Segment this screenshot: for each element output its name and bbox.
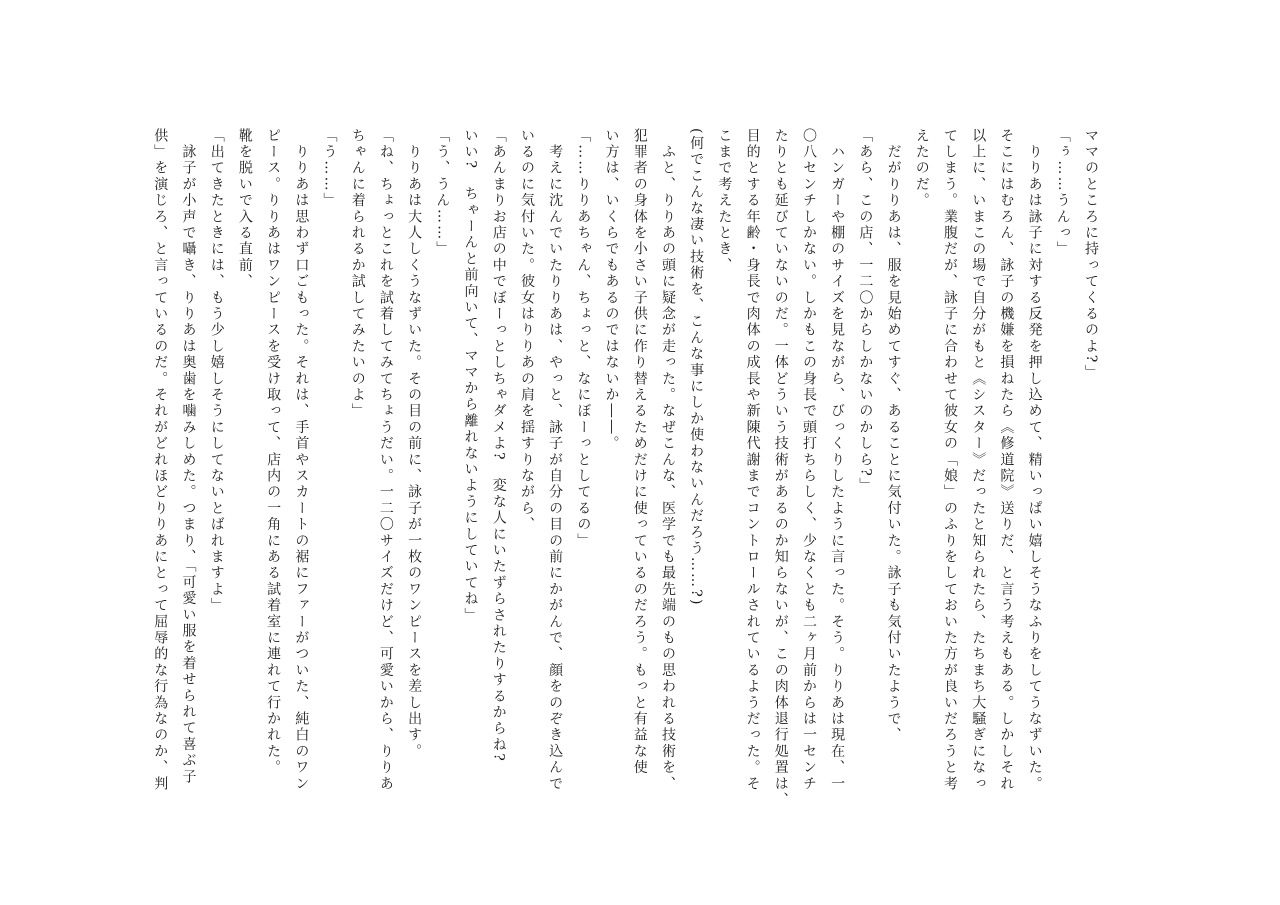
text-line: こまで考えたとき、: [716, 128, 733, 274]
text-line: 「出てきたときには、もう少し嬉しそうにしてないとばれますよ」: [208, 128, 225, 614]
text-line: 詠子が小声で囁き、りりあは奥歯を噛みしめた。つまり、「可愛い服を着せられて喜ぶ子: [180, 128, 197, 786]
text-line: 「う……」: [321, 128, 338, 209]
text-line: いい? ちゃーんと前向いて、ママから離れないようにしていてね」: [462, 128, 479, 624]
text-line: ママのところに持ってくるのよ?」: [1083, 128, 1099, 381]
text-line: ふと、りりあの頭に疑念が走った。なぜこんな、医学でも最先端のもの思われる技術を、: [659, 128, 676, 793]
text-line: ハンガーや棚のサイズを見ながら、びっくりしたように言った。そう。りりあは現在、一: [829, 128, 846, 793]
text-line: だがりりあは、服を見始めてすぐ、あることに気付いた。詠子も気付いたようで、: [885, 128, 902, 744]
text-line: りりあは思わず口ごもった。それは、手首やスカートの裾にファーがついた、純白のワン: [293, 128, 310, 793]
text-line: ちゃんに着られるか試してみたいのよ」: [349, 128, 366, 420]
text-line: 考えに沈んでいたりりあは、やっと、詠子が自分の目の前にかがんで、顔をのぞき込んで: [547, 128, 564, 793]
text-line: 「ね、ちょっとこれを試着してみてちょうだい。一二〇サイズだけど、可愛いから、りりあ: [377, 128, 394, 793]
text-line: 目的とする年齢・身長で肉体の成長や新陳代謝までコントロールされているようだった。そ: [744, 128, 761, 793]
text-line: ピース。りりあはワンピースを受け取って、店内の一角にある試着室に連れて行かれた。: [265, 128, 282, 776]
text-line: (何でこんな凄い技術を、こんな事にしか使わないんだろう……?): [688, 128, 705, 607]
text-line: りりあは大人しくうなずいた。その目の前に、詠子が一枚のワンピースを差し出す。: [406, 128, 423, 760]
text-line: 「う、うん……」: [434, 128, 451, 258]
text-line: りりあは詠子に対する反発を押し込めて、精いっぱい嬉しそうなふりをしてうなずいた。: [1026, 128, 1043, 793]
vertical-text-body: [140, 128, 1105, 828]
text-line: 以上に、いまこの場で自分がもと《シスター》だったと知られたら、たちまち大騒ぎになっ: [970, 128, 987, 793]
text-line: 「ぅ……うんっ」: [1054, 128, 1071, 258]
text-line: てしまう。業腹だが、詠子に合わせて彼女の「娘」のふりをしておいた方が良いだろうと考: [941, 128, 958, 793]
text-line: 〇八センチしかない。しかもこの身長で頭打ちらしく、少なくとも二ヶ月前からは一センチ: [800, 128, 817, 793]
text-line: たりとも延びていないのだ。一体どういう技術があるのか知らないが、この肉体退行処置は、: [772, 128, 789, 809]
text-line: いるのに気付いた。彼女はりりあの肩を揺すりながら、: [518, 128, 535, 533]
text-line: 「あんまりお店の中でぼーっとしちゃダメよ? 変な人にいたずらされたりするからね?: [490, 128, 507, 764]
text-line: い方は、いくらでもあるのではないか――。: [603, 128, 620, 452]
text-line: 靴を脱いで入る直前、: [236, 128, 253, 290]
text-line: 犯罪者の身体を小さい子供に作り替えるためだけに使っているのだろう。もっと有益な使: [631, 128, 648, 776]
text-line: そこにはむろん、詠子の機嫌を損ねたら《修道院》送りだ、と言う考えもある。しかしそれ: [998, 128, 1015, 793]
text-line: 「……りりあちゃん、ちょっと、なにぼーっとしてるの」: [575, 128, 592, 550]
text-line: 「あら、この店、一二〇からしかないのかしら?」: [857, 128, 874, 495]
text-line: 供」を演じろ、と言っているのだ。それがどれほどりりあにとって屈辱的な行為なのか、判: [152, 128, 169, 793]
text-line: えたのだ。: [913, 128, 930, 209]
